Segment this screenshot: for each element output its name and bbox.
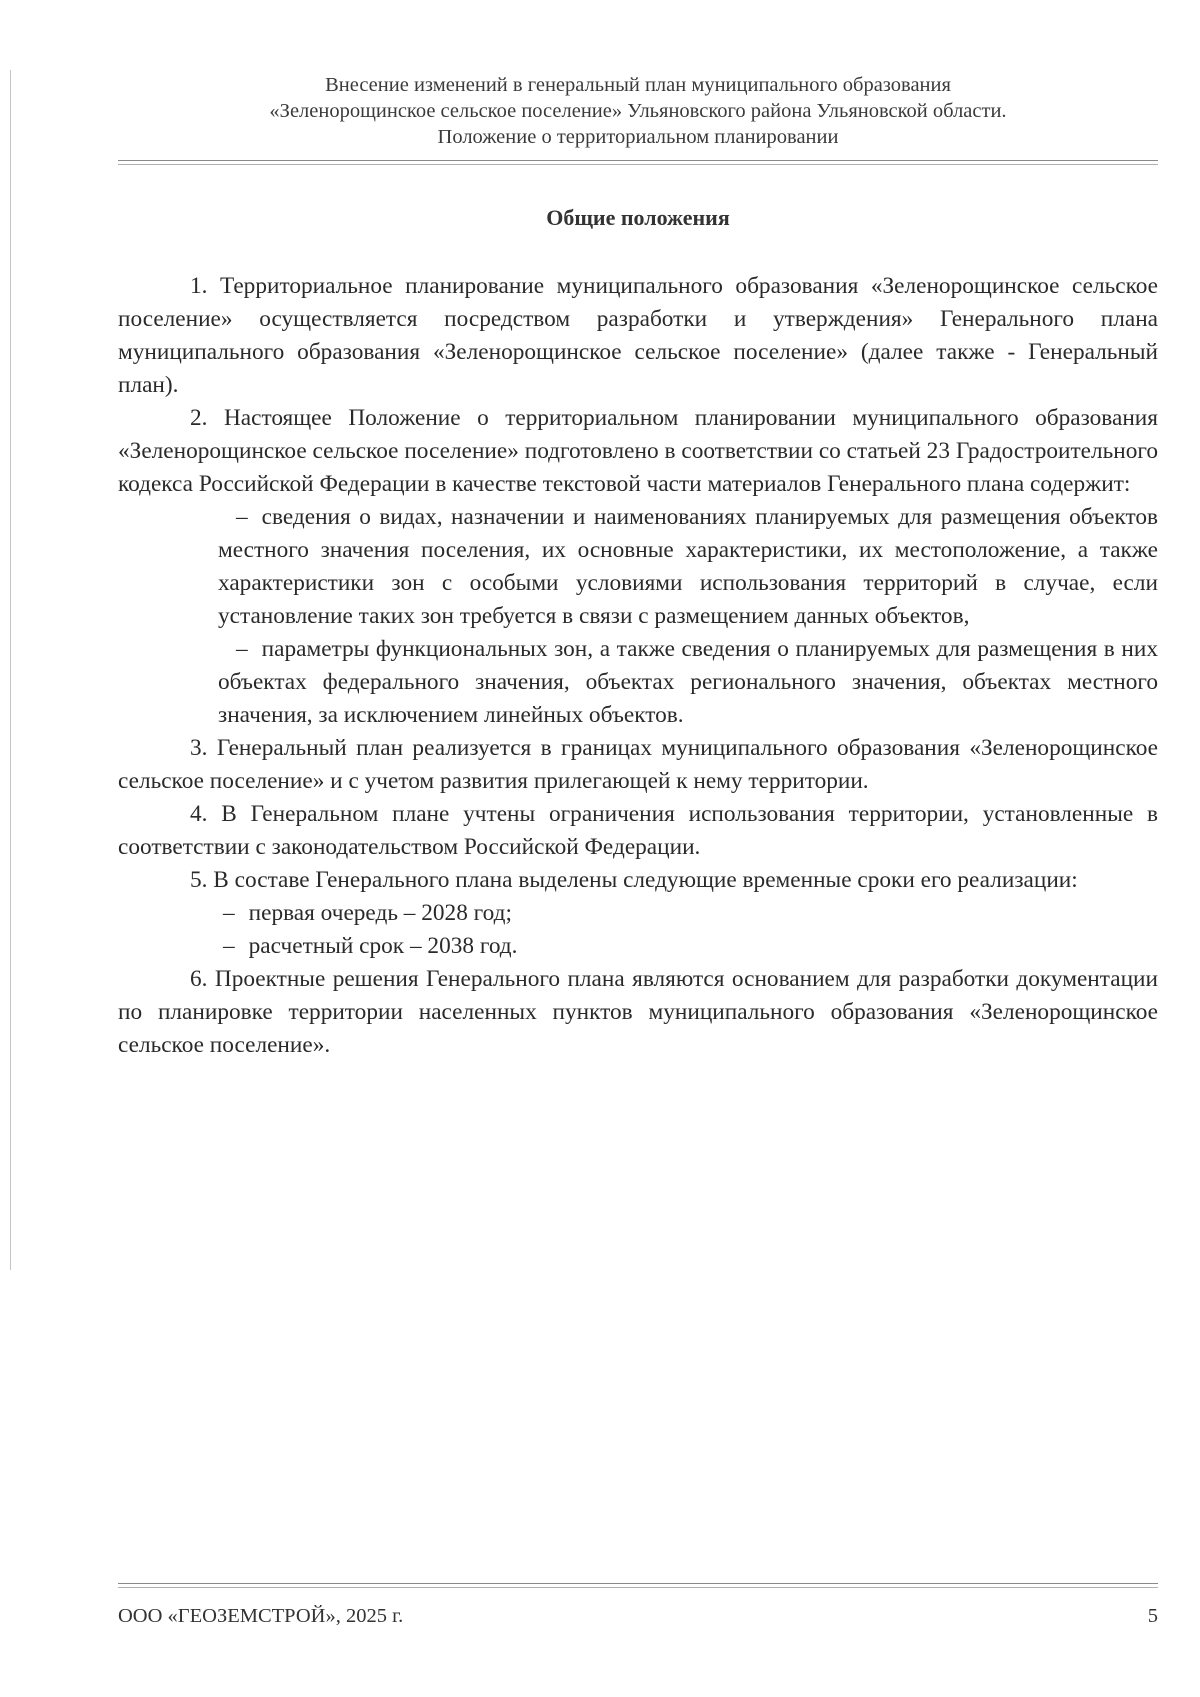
footer-company: ООО «ГЕОЗЕМСТРОЙ», 2025 г. bbox=[118, 1605, 404, 1627]
paragraph-4: 4. В Генеральном плане учтены ограничения использования территории, установленные в соответствии с законодательством Российской Федерации. bbox=[118, 801, 1158, 860]
list-item-text: расчетный срок – 2038 год. bbox=[248, 933, 518, 959]
paragraph-6: 6. Проектные решения Генерального плана являются основанием для разработки документации по планировке территории населенных пунктов муниципального образования «Зеленорощинское сельское поселение». bbox=[118, 966, 1158, 1058]
scan-edge-line bbox=[10, 70, 11, 1270]
list-item bbox=[218, 501, 1158, 633]
document-body bbox=[118, 270, 1158, 1062]
list-item bbox=[218, 930, 1158, 963]
bullet-dash: – bbox=[223, 933, 235, 959]
paragraph-2: 2. Настоящее Положение о территориальном планировании муниципального образования «Зеленорощинское сельское поселение» подготовлено в соответствии со статьей 23 Градостроительного кодекса Российской Федерации в качестве текстовой части материалов Генерального плана содержит: bbox=[118, 405, 1158, 497]
footer-divider bbox=[118, 1583, 1158, 1588]
paragraph-3: 3. Генеральный план реализуется в границах муниципального образования «Зеленорощинское сельское поселение» и с учетом развития прилегающей к нему территории. bbox=[118, 735, 1158, 794]
bullet-dash: – bbox=[236, 504, 248, 530]
list-item bbox=[218, 897, 1158, 930]
paragraph-5-list bbox=[118, 897, 1158, 963]
paragraph-5: 5. В составе Генерального плана выделены следующие временные сроки его реализации: bbox=[190, 867, 1078, 893]
running-header bbox=[118, 72, 1158, 150]
header-line-3: Положение о территориальном планировании bbox=[437, 126, 839, 148]
list-item bbox=[218, 633, 1158, 732]
header-line-1: Внесение изменений в генеральный план муниципального образования bbox=[325, 74, 951, 96]
paragraph-2-list bbox=[118, 501, 1158, 732]
bullet-dash: – bbox=[223, 900, 235, 926]
list-item-text: параметры функциональных зон, а также сведения о планируемых для размещения в них объектах федерального значения, объектах регионального значения, объектах местного значения, за исключением линейных объектов. bbox=[218, 636, 1158, 728]
list-item-text: сведения о видах, назначении и наименованиях планируемых для размещения объектов местного значения поселения, их основные характеристики, их местоположение, а также характеристики зон с особыми условиями использования территорий в случае, если установление таких зон требуется в связи с размещением данных объектов, bbox=[218, 504, 1158, 629]
section-title: Общие положения bbox=[546, 205, 730, 230]
page-number: 5 bbox=[1147, 1605, 1158, 1627]
header-line-2: «Зеленорощинское сельское поселение» Ульяновского района Ульяновской области. bbox=[269, 100, 1007, 122]
list-item-text: первая очередь – 2028 год; bbox=[248, 900, 512, 926]
header-divider bbox=[118, 160, 1158, 165]
bullet-dash: – bbox=[236, 636, 248, 662]
paragraph-1: 1. Территориальное планирование муниципального образования «Зеленорощинское сельское поселение» осуществляется посредством разработки и утверждения» Генерального плана муниципального образования «Зеленорощинское сельское поселение» (далее также - Генеральный план). bbox=[118, 273, 1158, 398]
